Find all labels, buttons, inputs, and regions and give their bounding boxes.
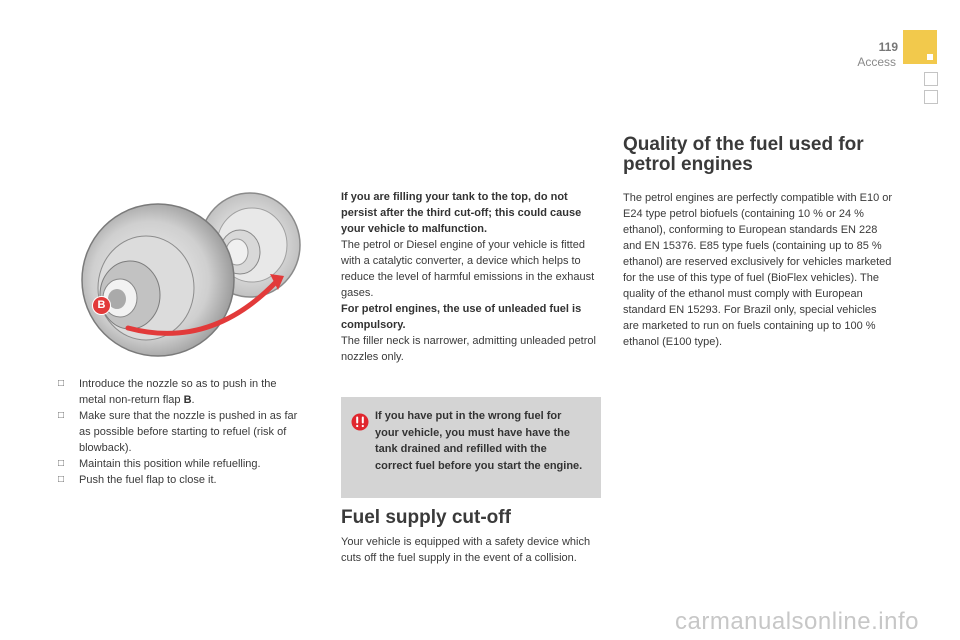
list-item-text: Push the fuel flap to close it. — [79, 474, 217, 486]
cutoff-warning: If you are filling your tank to the top, do not persist after the third cut-off; this could cause your vehicle to malfunction. — [341, 191, 582, 235]
warning-text: If you have put in the wrong fuel for your vehicle, you must have have the tank drained and refilled with the correct fuel before you start the engine. — [375, 410, 583, 472]
tab-dot — [927, 54, 933, 60]
warning-exclamation-icon — [351, 413, 369, 431]
instruction-list — [58, 376, 303, 488]
list-item-tail: . — [191, 394, 195, 406]
flap-label: B — [183, 394, 192, 406]
fuel-cutoff-heading: Fuel supply cut-off — [341, 507, 511, 528]
filler-text: The filler neck is narrower, admitting unleaded petrol nozzles only. — [341, 335, 596, 363]
checkbox-bullet-icon: □ — [58, 458, 65, 469]
checkbox-bullet-icon: □ — [58, 410, 65, 421]
middle-column — [341, 189, 601, 365]
list-item-text: Maintain this position while refuelling. — [79, 458, 261, 470]
fuel-quality-heading: Quality of the fuel used for petrol engines — [623, 134, 864, 175]
list-item — [58, 376, 303, 408]
section-tab-active[interactable] — [903, 30, 937, 64]
list-item — [58, 408, 303, 456]
callout-b-label: B — [97, 299, 106, 311]
wrong-fuel-warning — [341, 397, 601, 498]
checkbox-bullet-icon: □ — [58, 474, 65, 485]
list-item — [58, 472, 303, 488]
callout-b — [92, 296, 111, 315]
catalytic-text: The petrol or Diesel engine of your vehicle is fitted with a catalytic converter, a device which helps to reduce the level of harmful emissions in the exhaust gases. — [341, 239, 595, 299]
page-number: 119 — [878, 40, 898, 54]
list-item-text: Make sure that the nozzle is pushed in as far as possible before starting to refuel (risk of blowback). — [79, 410, 298, 454]
list-item — [58, 456, 303, 472]
fuel-quality-text: The petrol engines are perfectly compatible with E10 or E24 type petrol biofuels (containing 10 % or 24 % ethanol), conforming to European standards EN 228 and EN 15376. E85 type fuels (containing up to 85 % ethanol) are reserved exclusively for vehicles marketed for the use of this type of fuel (BioFlex vehicles). The quality of the ethanol must comply with European standard EN 15293. For Brazil only, special vehicles are marketed to run on fuels containing up to 100 % ethanol (E100 type). — [623, 192, 893, 348]
section-tab-3[interactable] — [924, 90, 938, 104]
checkbox-bullet-icon: □ — [58, 378, 65, 389]
list-item-text: Introduce the nozzle so as to push in the metal non-return flap — [79, 378, 277, 406]
section-tab-2[interactable] — [924, 72, 938, 86]
watermark-text: carmanualsonline.info — [675, 608, 919, 635]
unleaded-heading: For petrol engines, the use of unleaded fuel is compulsory. — [341, 303, 582, 331]
section-title: Access — [857, 55, 896, 69]
fuel-cutoff-text: Your vehicle is equipped with a safety device which cuts off the fuel supply in the event of a collision. — [341, 536, 591, 564]
fuel-filler-illustration — [80, 190, 302, 360]
